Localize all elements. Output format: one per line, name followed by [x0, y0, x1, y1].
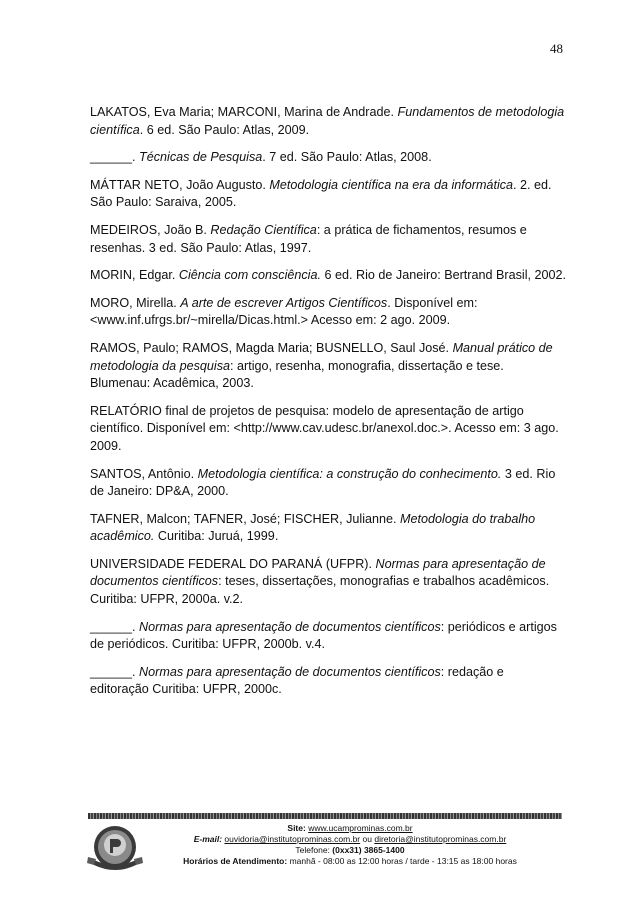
reference-text: RAMOS, Paulo; RAMOS, Magda Maria; BUSNELLO, Saul José. [90, 340, 453, 355]
reference-title: Redação Científica [210, 222, 317, 237]
site-label: Site: [287, 823, 306, 833]
reference-title: Metodologia científica na era da informática [269, 177, 514, 192]
prominas-logo-icon [86, 823, 144, 873]
reference-text: MORO, Mirella. [90, 295, 181, 310]
reference-title: Normas para apresentação de documentos científicos [139, 619, 441, 634]
reference-text: TAFNER, Malcon; TAFNER, José; FISCHER, Julianne. [90, 511, 401, 526]
reference-entry [90, 295, 566, 330]
reference-entry [90, 403, 566, 456]
reference-entry [90, 466, 566, 501]
reference-text: ______. [90, 150, 140, 165]
reference-entry [90, 664, 566, 699]
reference-title: Técnicas de Pesquisa [139, 150, 263, 165]
reference-text: . 2. ed. São Paulo: Saraiva, 2005. [90, 177, 552, 210]
reference-text: LAKATOS, Eva Maria; MARCONI, Marina de Andrade. [90, 105, 398, 119]
reference-text: ______. [90, 619, 140, 634]
reference-title: A arte de escrever Artigos Científicos [180, 295, 388, 310]
reference-entry [90, 104, 566, 139]
reference-entry [90, 149, 566, 167]
hours-label: Horários de Atendimento: [183, 856, 288, 866]
reference-entry [90, 340, 566, 393]
footer-hours-line [150, 856, 550, 867]
reference-text: . 6 ed. São Paulo: Atlas, 2009. [139, 122, 310, 137]
reference-title: Manual prático de metodologia da pesquisa [90, 340, 553, 373]
page-number: 48 [550, 41, 563, 56]
reference-text: SANTOS, Antônio. [90, 466, 198, 481]
reference-text: : teses, dissertações, monografias e trabalhos acadêmicos. Curitiba: UFPR, 2000a. v.2. [90, 574, 550, 607]
reference-text: : periódicos e artigos de periódicos. Curitiba: UFPR, 2000b. v.4. [90, 619, 557, 652]
reference-entry [90, 556, 566, 609]
phone-number: (0xx31) 3865-1400 [332, 845, 405, 855]
email-separator: ou [362, 834, 372, 844]
reference-text: : redação e editoração Curitiba: UFPR, 2000c. [90, 664, 504, 697]
reference-title: Normas para apresentação de documentos científicos [139, 664, 441, 679]
reference-text: MÁTTAR NETO, João Augusto. [90, 177, 270, 192]
reference-entry [90, 511, 566, 546]
email-label: E-mail: [193, 834, 223, 844]
reference-text: RELATÓRIO final de projetos de pesquisa: modelo de apresentação de artigo científico. Disponível em: <http://www.cav.udesc.br/anexol.doc.>. Acesso em: 3 ago. 2009. [90, 403, 559, 453]
reference-entry [90, 222, 566, 257]
reference-text: UNIVERSIDADE FEDERAL DO PARANÁ (UFPR). [90, 556, 376, 571]
references-list [90, 104, 566, 709]
email-link-ouvidoria[interactable]: ouvidoria@institutoprominas.com.br [224, 834, 361, 844]
hours-value: manhã - 08:00 as 12:00 horas / tarde - 13:15 as 18:00 horas [289, 856, 517, 866]
footer-contact [150, 823, 550, 867]
reference-text: ______. [90, 664, 140, 679]
phone-label: Telefone: [295, 845, 330, 855]
reference-text: 3 ed. Rio de Janeiro: DP&A, 2000. [90, 466, 556, 499]
footer-divider [88, 813, 562, 819]
reference-text: MEDEIROS, João B. [90, 222, 211, 237]
email-link-diretoria[interactable]: diretoria@institutoprominas.com.br [374, 834, 507, 844]
reference-entry [90, 177, 566, 212]
footer-email-line [150, 834, 550, 845]
reference-text: Curitiba: Juruá, 1999. [154, 529, 279, 544]
reference-text: : a prática de fichamentos, resumos e resenhas. 3 ed. São Paulo: Atlas, 1997. [90, 222, 527, 255]
reference-text: . 7 ed. São Paulo: Atlas, 2008. [262, 150, 432, 165]
reference-title: Metodologia do trabalho acadêmico. [90, 511, 536, 544]
reference-title: Normas para apresentação de documentos científicos [90, 556, 546, 589]
site-link[interactable]: www.ucamprominas.com.br [308, 823, 413, 833]
footer-site-line [150, 823, 550, 834]
reference-title: Metodologia científica: a construção do conhecimento. [197, 466, 502, 481]
reference-text: . Disponível em: <www.inf.ufrgs.br/~mirella/Dicas.html.> Acesso em: 2 ago. 2009. [90, 295, 478, 328]
reference-title: Ciência com consciência. [178, 268, 321, 283]
reference-text: : artigo, resenha, monografia, dissertação e tese. Blumenau: Acadêmica, 2003. [90, 358, 504, 391]
reference-title: Fundamentos de metodologia científica [90, 105, 565, 137]
reference-text: MORIN, Edgar. [90, 268, 179, 283]
reference-entry [90, 619, 566, 654]
reference-text: 6 ed. Rio de Janeiro: Bertrand Brasil, 2002. [320, 268, 567, 283]
reference-entry [90, 267, 566, 285]
footer-phone-line [150, 845, 550, 856]
